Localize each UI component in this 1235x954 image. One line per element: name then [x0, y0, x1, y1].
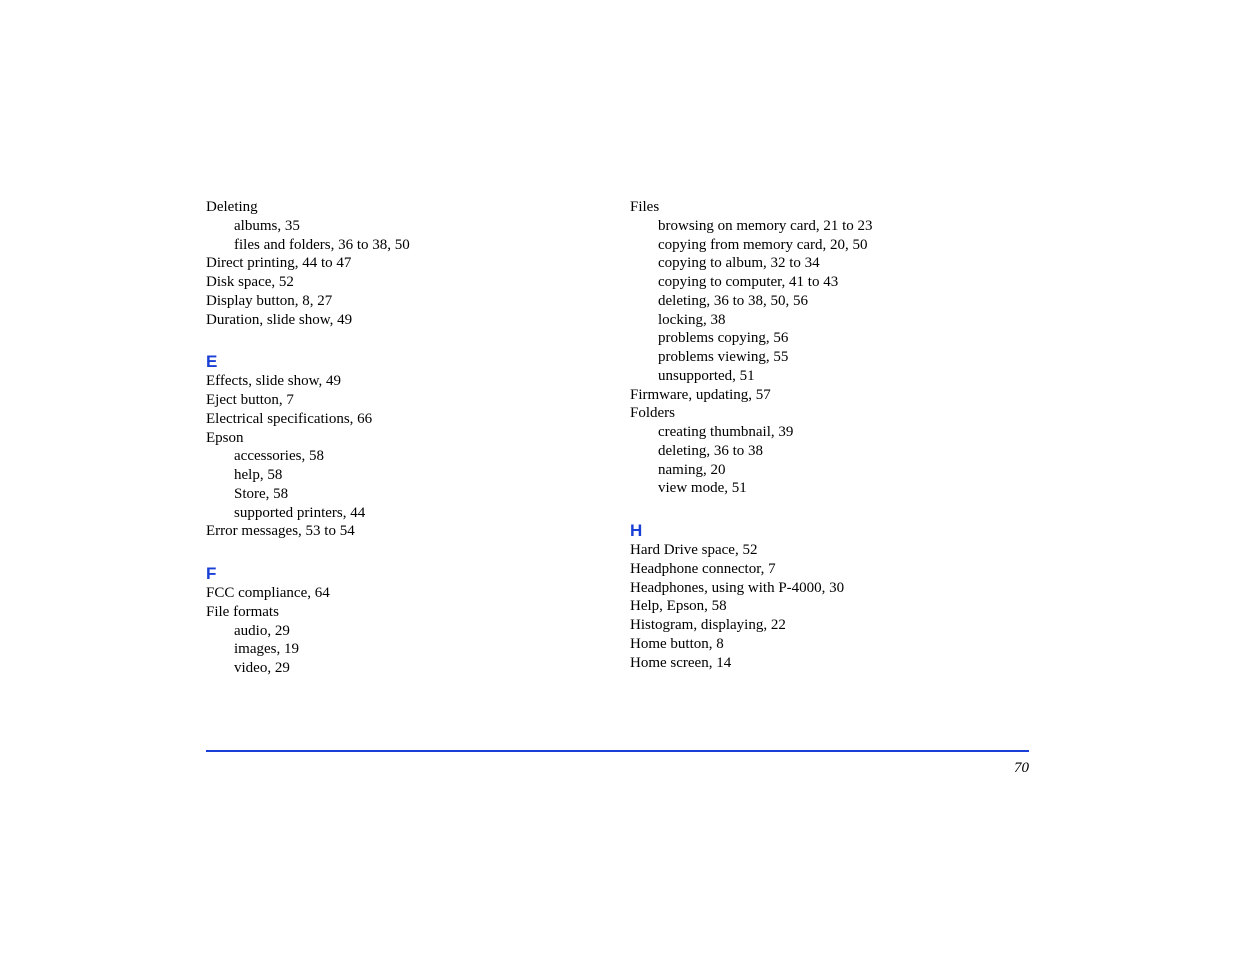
- index-subentry: copying to album, 32 to 34: [658, 255, 820, 272]
- index-entry: Histogram, displaying, 22: [630, 617, 786, 633]
- index-subentry: problems viewing, 55: [658, 349, 789, 365]
- index-subentry: view mode, 51: [658, 480, 747, 497]
- index-section-letter: H: [630, 521, 643, 540]
- index-column-left: [206, 198, 606, 678]
- index-entry: Headphones, using with P-4000, 30: [630, 579, 845, 596]
- index-subentry: locking, 38: [658, 311, 726, 328]
- index-subentry: supported printers, 44: [234, 504, 366, 521]
- footer-rule: [206, 750, 1029, 752]
- index-subentry: files and folders, 36 to 38, 50: [234, 236, 410, 253]
- index-entry: Help, Epson, 58: [630, 598, 727, 615]
- index-subentry: accessories, 58: [234, 448, 324, 465]
- index-subentry: creating thumbnail, 39: [658, 424, 794, 440]
- index-column-right: [630, 198, 1030, 672]
- index-entry: Display button, 8, 27: [206, 292, 333, 309]
- index-entry: Effects, slide show, 49: [206, 373, 341, 390]
- index-entry: Home button, 8: [630, 635, 724, 652]
- index-subentry: copying to computer, 41 to 43: [658, 274, 839, 290]
- index-subentry: problems copying, 56: [658, 330, 789, 347]
- index-subentry: audio, 29: [234, 622, 290, 639]
- index-entry: Home screen, 14: [630, 654, 732, 671]
- index-entry: Files: [630, 199, 660, 215]
- index-subentry: deleting, 36 to 38: [658, 442, 763, 459]
- index-entry: Folders: [630, 405, 675, 422]
- index-subentry: Store, 58: [234, 485, 289, 502]
- index-subentry: deleting, 36 to 38, 50, 56: [658, 292, 808, 309]
- index-entry: Direct printing, 44 to 47: [206, 255, 352, 272]
- index-entry: Error messages, 53 to 54: [206, 523, 355, 540]
- index-entry: File formats: [206, 603, 279, 620]
- index-subentry: albums, 35: [234, 217, 300, 234]
- index-subentry: unsupported, 51: [658, 367, 755, 384]
- index-entry: Hard Drive space, 52: [630, 542, 758, 558]
- index-subentry: browsing on memory card, 21 to 23: [658, 217, 873, 234]
- index-entry: Electrical specifications, 66: [206, 410, 373, 427]
- index-entry: Deleting: [206, 199, 258, 215]
- index-entry: Headphone connector, 7: [630, 560, 776, 577]
- index-subentry: copying from memory card, 20, 50: [658, 236, 868, 253]
- index-entry: Epson: [206, 429, 244, 446]
- index-entry: Duration, slide show, 49: [206, 311, 353, 328]
- index-subentry: images, 19: [234, 641, 299, 658]
- index-section-letter: F: [206, 564, 217, 583]
- index-subentry: help, 58: [234, 467, 283, 483]
- index-entry: Disk space, 52: [206, 274, 294, 290]
- index-section-letter: E: [206, 352, 218, 372]
- page-number: 70: [1014, 760, 1029, 776]
- index-entry: Eject button, 7: [206, 392, 294, 408]
- index-subentry: naming, 20: [658, 461, 726, 478]
- index-entry: FCC compliance, 64: [206, 585, 330, 601]
- index-entry: Firmware, updating, 57: [630, 386, 771, 403]
- index-subentry: video, 29: [234, 660, 290, 676]
